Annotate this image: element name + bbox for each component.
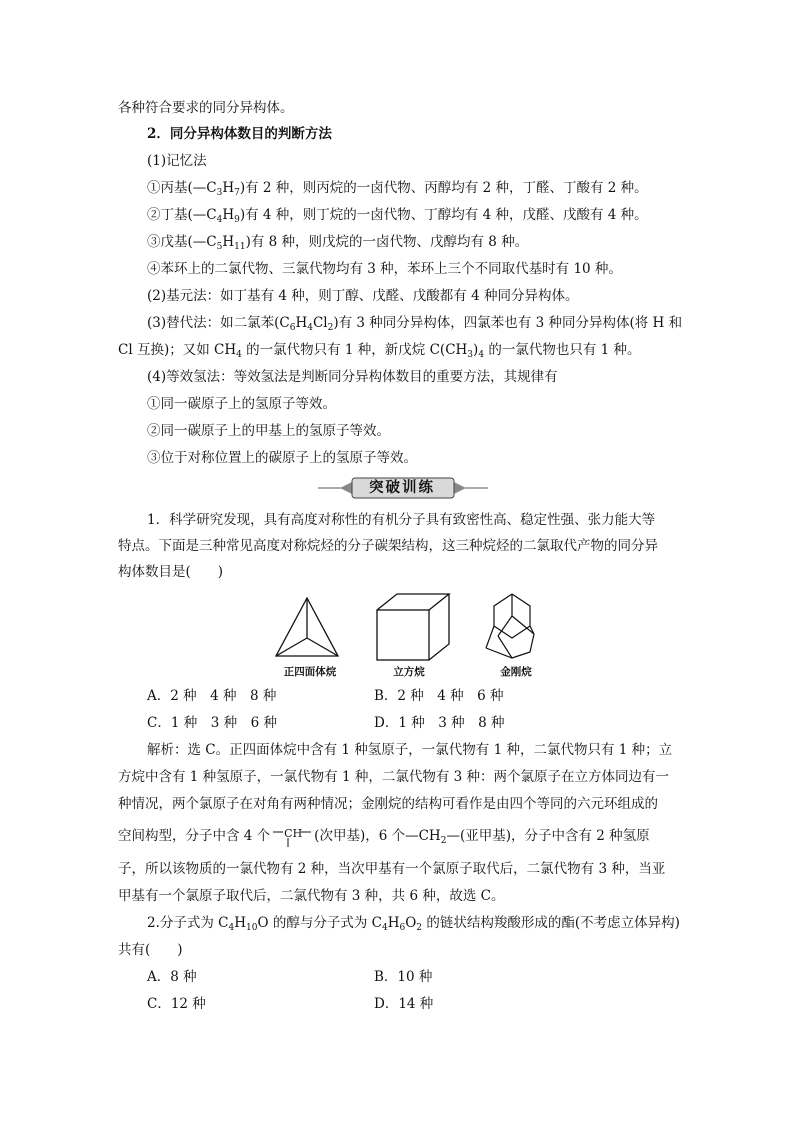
text-line: (4)等效氢法：等效氢法是判断同分异构体数目的重要方法，其规律有 xyxy=(147,369,558,385)
text-line: 各种符合要求的同分异构体。 xyxy=(118,100,294,116)
text-line: ④苯环上的二氯代物、三氯代物均有 3 种，苯环上三个不同取代基时有 10 种。 xyxy=(147,261,622,277)
analysis-line: 方烷中含有 1 种氢原子，一氯代物有 1 种，二氯代物有 3 种：两个氯原子在立方体同边有一 xyxy=(118,769,670,785)
text-line: (2)基元法：如丁基有 4 种，则丁醇、戊醛、戊酸都有 4 种同分异构体。 xyxy=(147,288,579,304)
figure-caption: 正四面体烷 xyxy=(283,666,337,678)
text-line: ①丙基$(—C_3H_7)$有 2 种，则丙烷的一卤代物、丙醇均有 2 种，丁醛、丁酸有 2 种。 xyxy=(147,180,648,198)
text-line: ②同一碳原子上的甲基上的氢原子等效。 xyxy=(147,423,390,439)
tetrahedrane-figure xyxy=(272,594,342,660)
analysis-line: 种情况，两个氯原子在对角有两种情况；金刚烷的结构可看作是由四个等同的六元环组成的 xyxy=(118,796,658,812)
text-line: (1)记忆法 xyxy=(147,153,207,169)
question-2-line: 共有( ) xyxy=(118,942,183,958)
text-line: Cl 互换)；又如 $CH_4$ 的一氯代物只有 1 种，新戊烷 $C(CH_3)_4$ 的一氯代物也只有 1 种。 xyxy=(118,342,641,360)
section-heading: 2．同分异构体数目的判断方法 xyxy=(147,126,332,142)
question-1-line: 构体数目是( ) xyxy=(118,564,224,580)
analysis-line: 甲基有一个氯原子取代后，二氯代物有 3 种，共 6 种，故选 C。 xyxy=(118,888,505,904)
text-line: ③戊基$(—C_5H_{11})$有 8 种，则戊烷的一卤代物、戊醇均有 8 种。 xyxy=(147,234,529,252)
option-b[interactable]: B．10 种 xyxy=(374,969,433,985)
question-1-line: 特点。下面是三种常见高度对称烷烃的分子碳架结构，这三种烷烃的二氯取代产物的同分异 xyxy=(118,538,658,554)
question-2-line: 2.分子式为 $C_4H_{10}O$ 的醇与分子式为 $C_4H_6O_2$ 的链状结构羧酸形成的酯(不考虑立体异构) xyxy=(147,915,680,933)
text-line: ①同一碳原子上的氢原子等效。 xyxy=(147,396,336,412)
analysis-line: 解析：选 C。正四面体烷中含有 1 种氢原子，一氯代物有 1 种，二氯代物只有 1 种；立 xyxy=(147,742,673,758)
analysis-line: 子，所以该物质的一氯代物有 2 种，当次甲基有一个氯原子取代后，二氯代物有 3 种，当亚 xyxy=(118,861,666,877)
option-d[interactable]: D．14 种 xyxy=(374,996,434,1012)
option-b[interactable]: B．2 种 4 种 6 种 xyxy=(374,688,504,704)
option-c[interactable]: C．12 种 xyxy=(147,996,206,1012)
text-line: (3)替代法：如二氯苯$(C_6H_4Cl_2)$有 3 种同分异构体，四氯苯也有 3 种同分异构体(将 H 和 xyxy=(147,315,683,333)
question-1-line: 1．科学研究发现，具有高度对称性的有机分子具有致密性高、稳定性强、张力能大等 xyxy=(147,512,656,528)
banner-title: 突破训练 xyxy=(369,480,435,496)
option-a[interactable]: A．8 种 xyxy=(147,969,197,985)
option-c[interactable]: C．1 种 3 种 6 种 xyxy=(147,715,277,731)
text-line: ③位于对称位置上的碳原子上的氢原子等效。 xyxy=(147,450,417,466)
figure-caption: 金刚烷 xyxy=(500,666,532,678)
option-a[interactable]: A．2 种 4 种 8 种 xyxy=(147,688,277,704)
adamantane-figure xyxy=(482,592,544,660)
cubane-figure xyxy=(374,592,452,662)
option-d[interactable]: D．1 种 3 种 8 种 xyxy=(374,715,505,731)
text-line: ②丁基$(—C_4H_9)$有 4 种，则丁烷的一卤代物、丁醇均有 4 种，戊醛、戊酸有 4 种。 xyxy=(147,207,648,225)
analysis-line: 空间构型，分子中含 4 个 CH (次甲基)，6 个$—CH_2—$(亚甲基)，分子中含有 2 种氢原 xyxy=(118,827,650,846)
figure-caption: 立方烷 xyxy=(393,666,425,678)
methine-group-symbol: CH xyxy=(284,827,303,840)
